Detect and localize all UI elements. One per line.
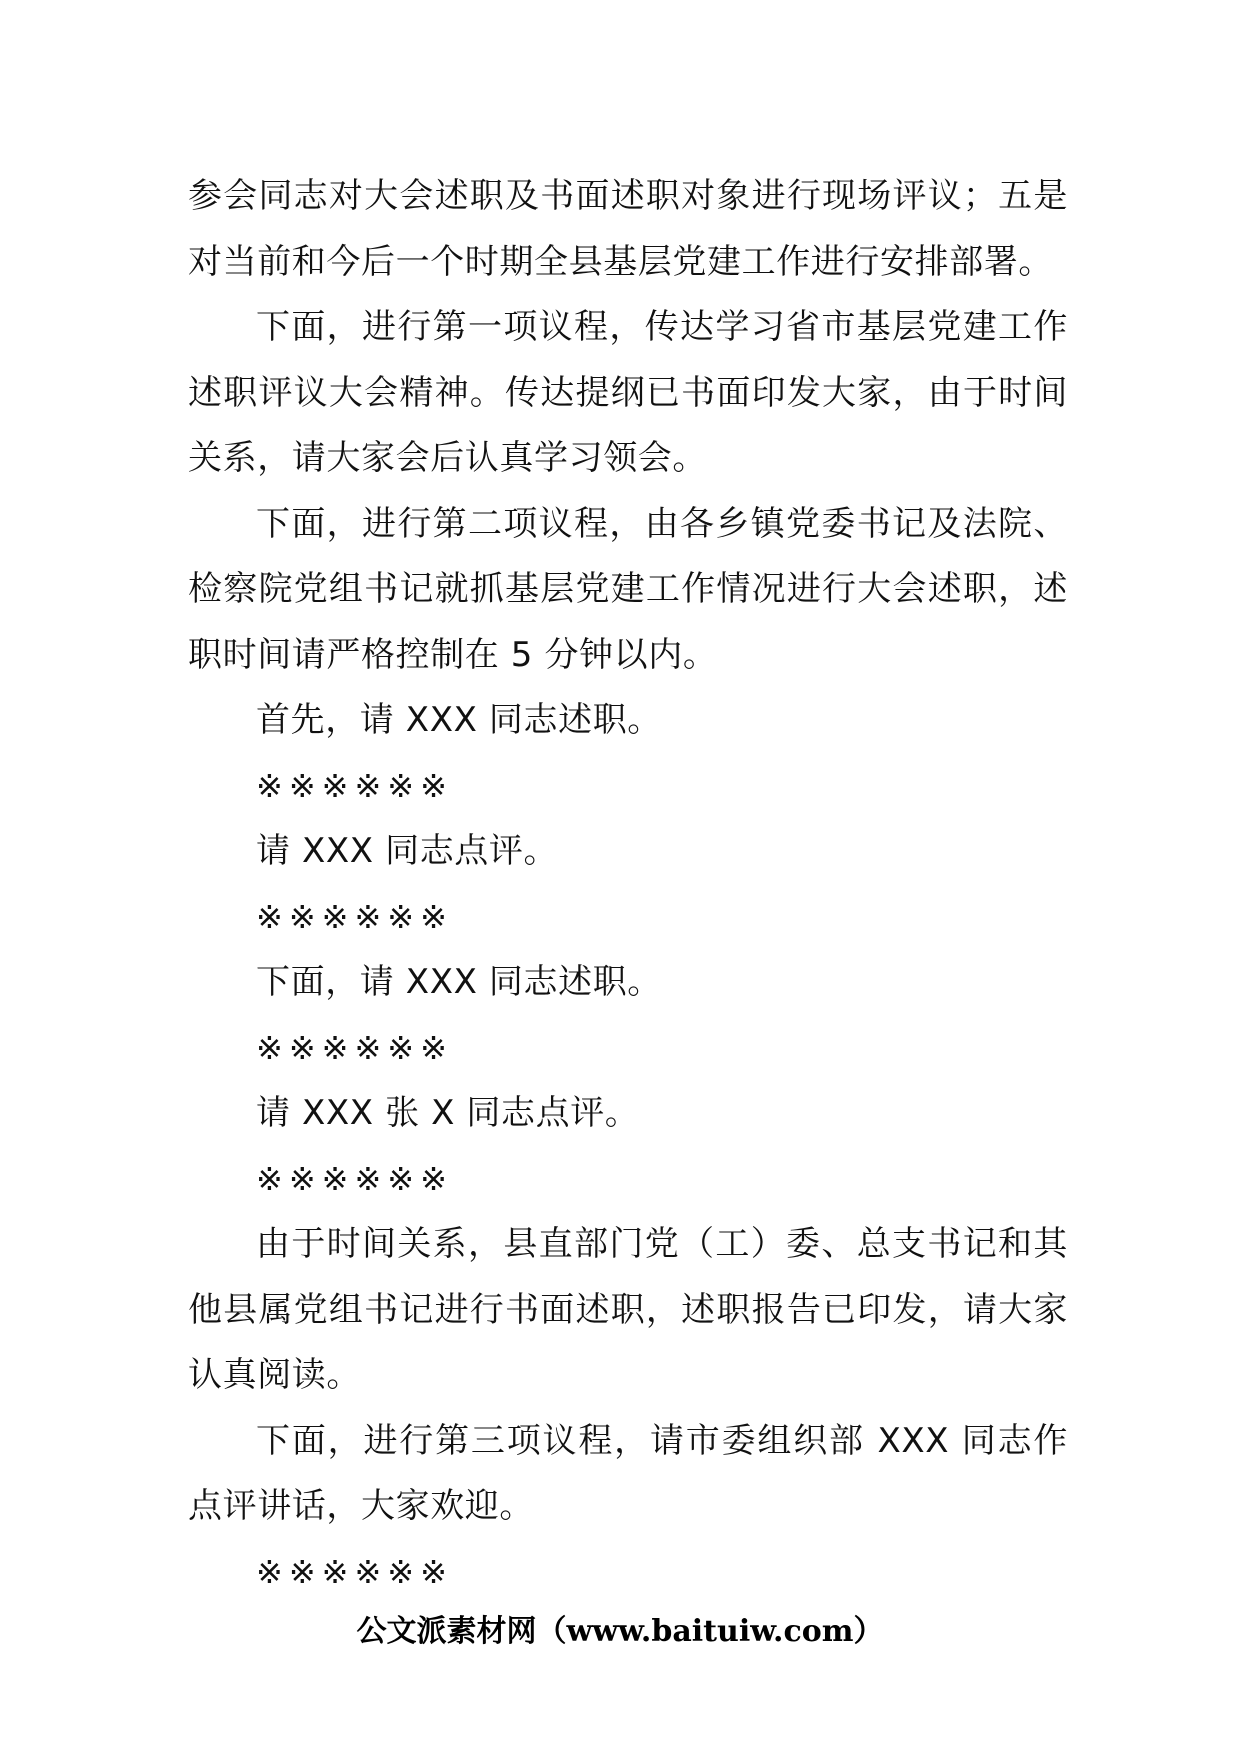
separator-marks: ※※※※※※ xyxy=(256,1159,453,1198)
paragraph-agenda-three: 下面，进行第三项议程，请市委组织部 XXX 同志作点评讲话，大家欢迎。 xyxy=(188,1420,1068,1526)
paragraph-next-comment: 请 XXX 张 X 同志点评。 xyxy=(256,1093,640,1133)
footer-watermark: 公文派素材网（www.baituiw.com） xyxy=(356,1614,884,1649)
paragraph-agenda-one: 下面，进行第一项议程，传达学习省市基层党建工作述职评议大会精神。传达提纲已书面印发大家，由于时间关系，请大家会后认真学习领会。 xyxy=(188,307,1068,478)
separator-marks: ※※※※※※ xyxy=(256,766,453,805)
paragraph-first-comment: 请 XXX 同志点评。 xyxy=(256,831,559,871)
paragraph-agenda-two: 下面，进行第二项议程，由各乡镇党委书记及法院、检察院党组书记就抓基层党建工作情况进行大会述职，述职时间请严格控制在 5 分钟以内。 xyxy=(188,503,1068,675)
document-body xyxy=(188,164,1068,1605)
separator-marks: ※※※※※※ xyxy=(256,1028,453,1067)
paragraph-next-report: 下面，请 XXX 同志述职。 xyxy=(256,962,662,1002)
paragraph-written-reports: 由于时间关系，县直部门党（工）委、总支书记和其他县属党组书记进行书面述职，述职报告已印发，请大家认真阅读。 xyxy=(188,1224,1068,1395)
paragraph-first-report: 首先，请 XXX 同志述职。 xyxy=(256,700,662,740)
separator-marks: ※※※※※※ xyxy=(256,897,453,936)
separator-marks: ※※※※※※ xyxy=(256,1552,453,1591)
paragraph-continuation: 参会同志对大会述职及书面述职对象进行现场评议；五是对当前和今后一个时期全县基层党建工作进行安排部署。 xyxy=(188,176,1068,282)
